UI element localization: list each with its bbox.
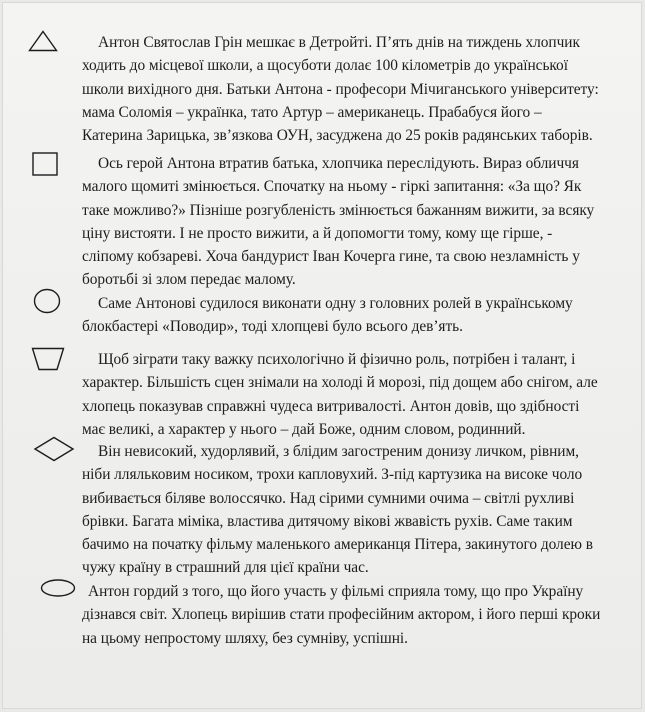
triangle-icon [28, 30, 58, 52]
paragraph-text: Ось герой Антона втратив батька, хлопчика переслідують. Вираз обличчя малого щомиті змінюється. Спочатку на ньому - гіркі запитання: «За що? Як таке можливо?» Пізніше розгубленість змінюється бажанням вижити, за всяку ціну вистояти. І не просто вижити, а й допомогти тому, кому ще гірше, - сліпому кобзареві. Хоча бандурист Іван Кочерга гине, та свою незламність у боротьбі зі злом передає малому. [82, 155, 595, 289]
paragraph-text: Саме Антонові судилося виконати одну з головних ролей в українському блокбастері «Поводир», тоді хлопцеві було всього дев’ять. [82, 295, 573, 336]
circle-icon [33, 288, 61, 314]
diamond-icon [33, 436, 75, 462]
ellipse-icon [40, 578, 76, 598]
document-page [2, 2, 642, 709]
paragraph-text: Антон Святослав Грін мешкає в Детройті. П’ять днів на тиждень хлопчик ходить до місцевої школи, а щосуботи долає 100 кілометрів до української школи вихідного дня. Батьки Антона - професори Мічиганського університету: мама Соломія – українка, тато Артур – американець. Прабабуся його – Катерина Зарицька, зв’язкова ОУН, засуджена до 25 років радянських таборів. [82, 34, 599, 145]
paragraph-text: Він невисокий, худорлявий, з блідим загостреним донизу личком, рівним, ніби лляльковим носиком, трохи капловухий. З-під картузика на високе чоло вибивається біляве волоссячко. Над сірими сумними очима – світлі рухливі брівки. Багата міміка, властива дитячому вікові жвавість рухів. Саме таким бачимо на початку фільму маленького американця Пітера, закинутого долею в чужу країну в страшний для цієї країни час. [82, 443, 593, 577]
paragraph-text: Щоб зіграти таку важку психологічно й фізично роль, потрібен і талант, і характер. Більшість сцен знімали на холоді й морозі, під дощем або снігом, але хлопець показував справжні чудеса витривалості. Антон довів, що здібності має великі, а характер у нього – дай Боже, одним словом, родинний. [82, 351, 598, 438]
trapezoid-icon [31, 347, 65, 371]
paragraph-text: Антон гордий з того, що його участь у фільмі сприяла тому, що про Україну дізнався світ. Хлопець вирішив стати професійним актором, і його перші кроки на цьому непростому шляху, без сумніву, успішні. [82, 583, 601, 647]
square-icon [32, 152, 58, 176]
